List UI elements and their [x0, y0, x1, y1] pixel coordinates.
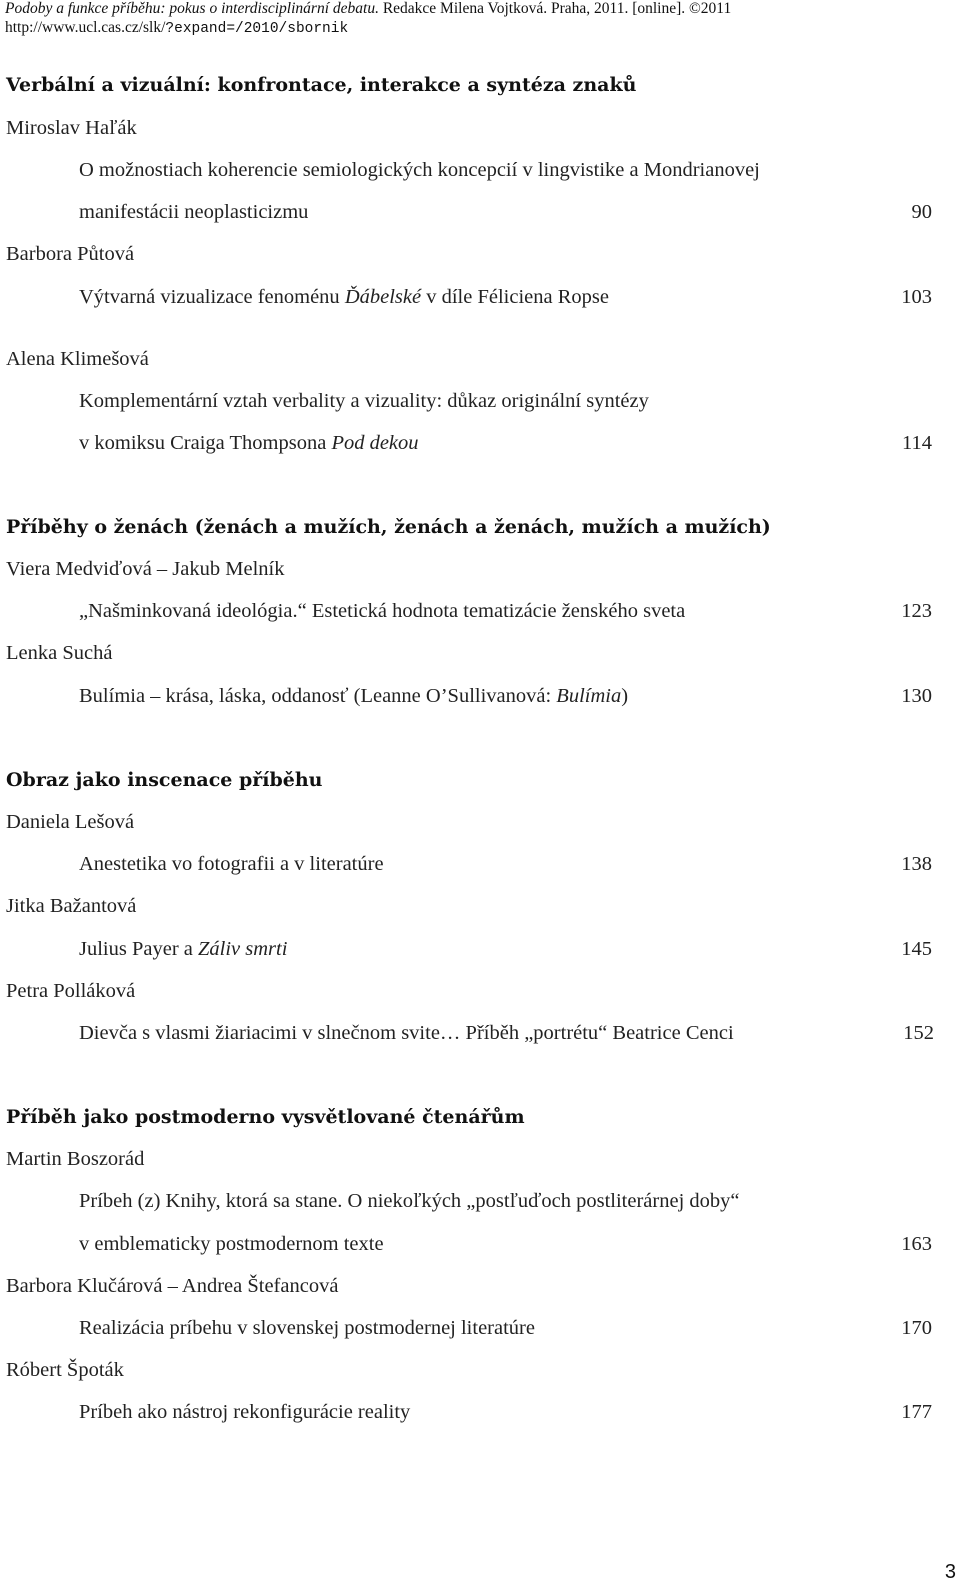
toc-author: Jitka Bažantová	[6, 895, 137, 917]
toc-page-number: 103	[901, 286, 932, 308]
toc-entry-title	[79, 284, 609, 310]
toc-author: Petra Polláková	[6, 980, 136, 1002]
section-title: Příběhy o ženách (ženách a mužích, ženách a ženách, mužích a mužích)	[6, 516, 771, 538]
toc-entry-title: Realizácia príbehu v slovenskej postmodernej literatúre	[79, 1317, 535, 1339]
title-italic-text: Záliv smrti	[198, 938, 288, 960]
toc-author: Viera Medviďová – Jakub Melník	[6, 558, 285, 580]
toc-entry-title: Komplementární vztah verbality a vizuality: důkaz originální syntézy	[79, 390, 649, 412]
toc-page-number: 123	[901, 600, 932, 622]
citation-book-title: Podoby a funkce příběhu: pokus o interdisciplinární debatu.	[5, 0, 379, 17]
title-text: Výtvarná vizualizace fenoménu	[79, 286, 345, 308]
citation-header-line-2	[5, 19, 348, 38]
toc-page-number: 163	[901, 1233, 932, 1255]
toc-entry-title-cont	[79, 430, 419, 456]
toc-entry-title: Príbeh (z) Knihy, ktorá sa stane. O niekoľkých „postľuďoch postliterárnej doby“	[79, 1190, 740, 1212]
toc-author: Miroslav Haľák	[6, 117, 137, 139]
toc-page-number: 130	[901, 685, 932, 707]
toc-author: Martin Boszorád	[6, 1148, 145, 1170]
toc-author: Barbora Klučárová – Andrea Štefancová	[6, 1275, 339, 1297]
toc-entry-title: O možnostiach koherencie semiologických koncepcií v lingvistike a Mondrianovej	[79, 159, 760, 181]
citation-details: Redakce Milena Vojtková. Praha, 2011. [online]. ©2011	[378, 0, 732, 17]
toc-entry-title: Príbeh ako nástroj rekonfigurácie reality	[79, 1401, 411, 1423]
toc-entry-title	[79, 936, 287, 962]
title-italic-text: Pod dekou	[331, 432, 419, 454]
toc-entry-title: „Našminkovaná ideológia.“ Estetická hodnota tematizácie ženského sveta	[79, 600, 686, 622]
toc-page-number: 114	[902, 432, 932, 454]
title-text: Bulímia – krása, láska, oddanosť (Leanne O’Sullivanová:	[79, 685, 557, 707]
title-text: v komiksu Craiga Thompsona	[79, 432, 332, 454]
toc-author: Barbora Půtová	[6, 243, 135, 265]
toc-author: Alena Klimešová	[6, 348, 149, 370]
title-italic-text: Ďábelské	[344, 286, 422, 308]
toc-author: Daniela Lešová	[6, 811, 135, 833]
section-title: Verbální a vizuální: konfrontace, interakce a syntéza znaků	[6, 74, 637, 96]
toc-page-number: 152	[903, 1022, 934, 1044]
toc-author: Lenka Suchá	[6, 642, 113, 664]
toc-page-number: 170	[901, 1317, 932, 1339]
toc-page-number: 145	[901, 938, 932, 960]
title-text: Julius Payer a	[79, 938, 198, 960]
title-text: v díle Féliciena Ropse	[421, 286, 609, 308]
citation-url-base: http://www.ucl.cas.cz/slk/	[5, 19, 166, 36]
citation-header-line-1	[5, 0, 731, 18]
toc-entry-title: Anestetika vo fotografii a v literatúre	[79, 853, 384, 875]
toc-entry-title-cont: manifestácii neoplasticizmu	[79, 201, 309, 223]
page-number: 3	[944, 1561, 956, 1583]
toc-author: Róbert Špoták	[6, 1359, 124, 1381]
toc-page-number: 90	[911, 201, 932, 223]
toc-entry-title-cont: v emblematicky postmodernom texte	[79, 1233, 384, 1255]
title-text: )	[621, 685, 629, 707]
section-title: Příběh jako postmoderno vysvětlované čtenářům	[6, 1106, 525, 1128]
toc-entry-title	[79, 683, 628, 709]
citation-url-path: ?expand=/2010/sbornik	[165, 21, 349, 37]
title-italic-text: Bulímia	[556, 685, 622, 707]
toc-entry-title: Dievča s vlasmi žiariacimi v slnečnom svite… Příběh „portrétu“ Beatrice Cenci	[79, 1022, 734, 1044]
toc-page-number: 138	[901, 853, 932, 875]
toc-page-number: 177	[901, 1401, 932, 1423]
section-title: Obraz jako inscenace příběhu	[6, 769, 323, 791]
